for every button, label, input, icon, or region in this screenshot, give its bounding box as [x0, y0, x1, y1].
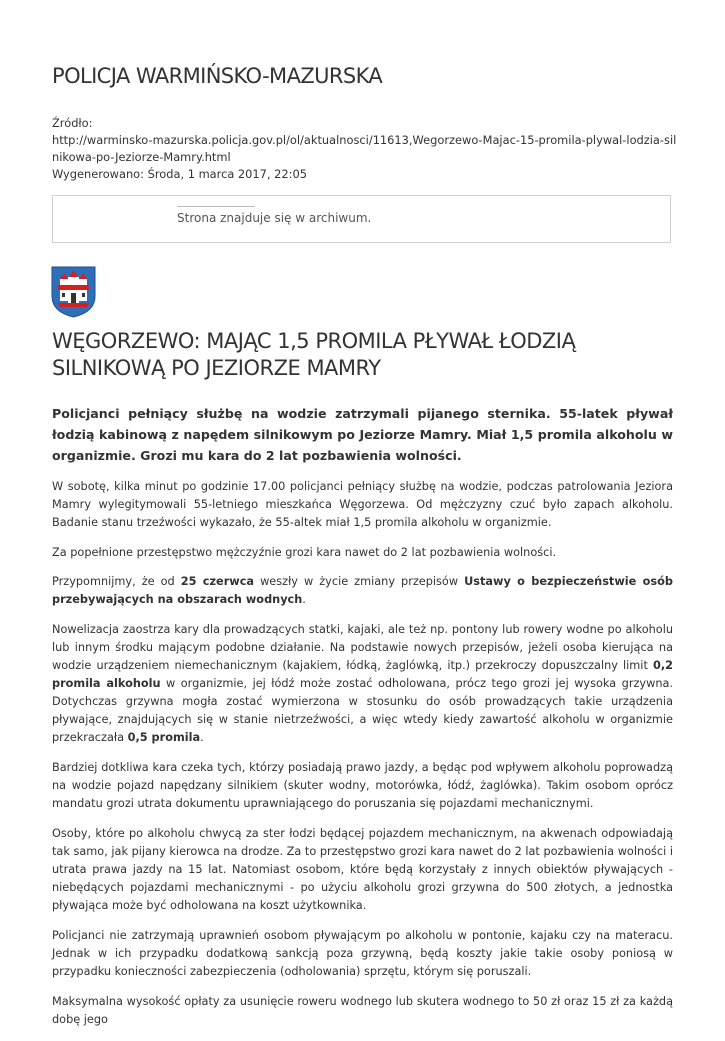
p3-text-e: .	[302, 593, 306, 606]
article-lead: Policjanci pełniący służbę na wodzie zatrzymali pijanego sternika. 55-latek pływał łodzią kabinową z napędem silnikowym po Jeziorze Mamry. Miał 1,5 promila alkoholu w organizmie. Grozi mu kara do 2 lat pozbawienia wolności.	[52, 406, 673, 463]
archive-notice: Strona znajduje się w archiwum.	[177, 211, 372, 225]
paragraph-6: Osoby, które po alkoholu chwycą za ster łodzi będącej pojazdem mechanicznym, na akwenach odpowiadają tak samo, jak pijany kierowca na drodze. Za to przestępstwo grozi kara nawet do 2 lat pozbawienia wolności i utrata prawa jazdy na 15 lat. Natomiast osobom, które będą korzystały z innych obiektów pływających - niebędących pojazdami mechanicznymi - po użyciu alkoholu grozi grzywna do 500 złotych, a jednostka pływająca może być odholowana na koszt użytkownika.	[52, 827, 674, 912]
archive-notice-box	[52, 195, 671, 243]
archive-divider	[177, 206, 255, 207]
p3-text-c: weszły w życie zmiany przepisów	[254, 575, 465, 588]
p4-text-e: .	[200, 731, 204, 744]
p3-date: 25 czerwca	[180, 575, 255, 588]
article-body	[52, 478, 673, 1041]
source-meta	[52, 115, 677, 183]
coat-of-arms-icon	[51, 266, 96, 318]
paragraph-8: Maksymalna wysokość opłaty za usunięcie roweru wodnego lub skutera wodnego to 50 zł oraz 15 zł za każdą dobę jego	[52, 995, 673, 1026]
p4-text-a: Nowelizacja zaostrza kary dla prowadzących statki, kajaki, ale też np. pontony lub rowery wodne po alkoholu lub innym środku mającym podobne działanie. Na podstawie nowych przepisów, jeżeli osoba kierująca na wodzie urządzeniem niemechanicznym (kajakiem, łódką, żaglówką, itp.) przekroczy dopuszczalny limit	[52, 623, 673, 672]
p4-old-limit: 0,5 promila	[127, 731, 201, 744]
paragraph-4	[52, 621, 673, 747]
paragraph-1: W sobotę, kilka minut po godzinie 17.00 policjanci pełniący służbę na wodzie, podczas patrolowania Jeziora Mamry wylegitymowali 55-letniego mieszkańca Węgorzewa. Od mężczyzny czuć było zapach alkoholu. Badanie stanu trzeźwości wykazało, że 55-altek miał 1,5 promila alkoholu w organizmie.	[52, 480, 673, 529]
paragraph-5: Bardziej dotkliwa kara czeka tych, którzy posiadają prawo jazdy, a będąc pod wpływem alkoholu poprowadzą na wodzie pojazd napędzany silnikiem (skuter wodny, motorówka, łódź, żaglówka). Takim osobom oprócz mandatu grozi utrata dokumentu uprawniającego do poruszania się pojazdami mechanicznymi.	[52, 761, 673, 810]
generated-date: Wygenerowano: Środa, 1 marca 2017, 22:05	[52, 167, 307, 181]
p4-limit: 0,2 promila alkoholu	[52, 659, 673, 690]
source-label: Źródło:	[52, 116, 93, 130]
paragraph-2: Za popełnione przestępstwo mężczyźnie grozi kara nawet do 2 lat pozbawienia wolności.	[52, 546, 557, 559]
paragraph-3	[52, 573, 673, 609]
p3-text-a: Przypomnijmy, że od	[52, 575, 181, 588]
source-url[interactable]: http://warminsko-mazurska.policja.gov.pl/ol/aktualnosci/11613,Wegorzewo-Majac-15-promila-plywal-lodzia-silnikowa-po-Jeziorze-Mamry.html	[52, 133, 677, 164]
p3-law-name: Ustawy o bezpieczeństwie osób przebywających na obszarach wodnych	[52, 575, 673, 606]
site-title: POLICJA WARMIŃSKO-MAZURSKA	[52, 64, 383, 88]
paragraph-7: Policjanci nie zatrzymają uprawnień osobom pływającym po alkoholu w pontonie, kajaku czy na materacu. Jednak w ich przypadku dodatkową sankcją poza grzywną, będą koszty jakie takie osoby poniosą w przypadku konieczności zabezpieczenia (odholowania) sprzętu, którym się poruszali.	[52, 929, 673, 978]
p4-text-c: w organizmie, jej łódź może zostać odholowana, prócz tego grozi jej wysoka grzywna. Dotychczas grzywna mogła zostać wymierzona w stosunku do osób prowadzących takie urządzenia pływające, znajdujących się w stanie nietrzeźwości, a więc wtedy kiedy zawartość alkoholu w organizmie przekraczała	[52, 677, 673, 744]
article-title: WĘGORZEWO: MAJĄC 1,5 PROMILA PŁYWAŁ ŁODZIĄ SILNIKOWĄ PO JEZIORZE MAMRY	[52, 329, 576, 380]
